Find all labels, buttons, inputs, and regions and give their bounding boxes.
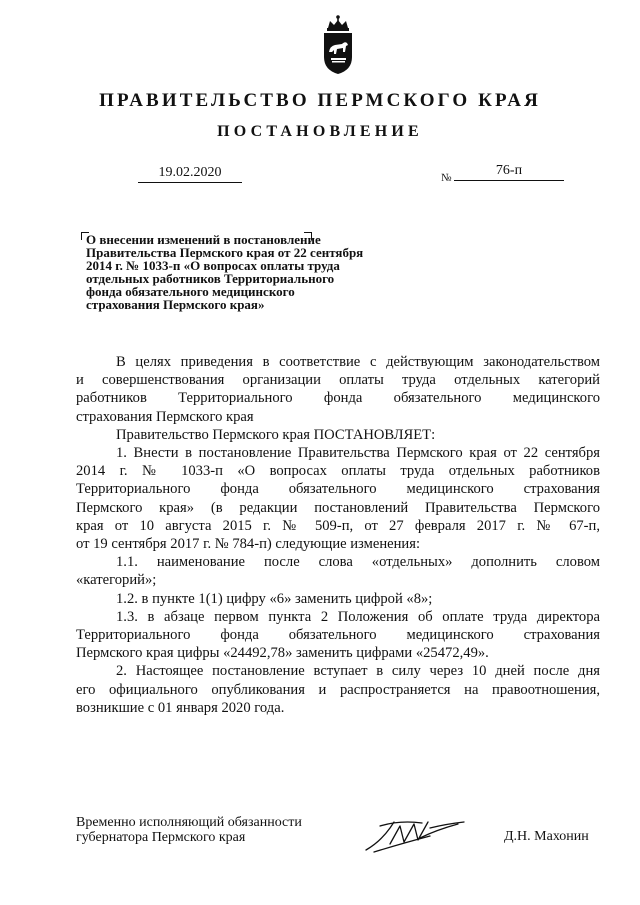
document-body: [76, 353, 600, 717]
document-date: 19.02.2020: [138, 165, 242, 183]
body-line: В целях приведения в соответствие с действующим законодательством: [116, 354, 600, 370]
subject-line: отдельных работников Территориального: [86, 271, 335, 286]
body-line: и совершенствования организации оплаты труда отдельных категорий: [76, 372, 600, 389]
body-line: от 19 сентября 2017 г. № 784-п) следующие изменения:: [76, 536, 421, 553]
document-type: ПОСТАНОВЛЕНИЕ: [217, 123, 423, 140]
body-line: работников Территориального фонда обязательного медицинского: [76, 390, 600, 407]
government-title: ПРАВИТЕЛЬСТВО ПЕРМСКОГО КРАЯ: [99, 90, 541, 111]
body-line: 1.1. наименование после слова «отдельных» дополнить словом: [116, 554, 600, 571]
body-line: страхования Пермского края: [76, 408, 254, 425]
signatory-title-line: Временно исполняющий обязанности: [76, 815, 302, 830]
perm-krai-coat-of-arms-icon: [320, 14, 356, 76]
subject-line: фонда обязательного медицинского: [86, 284, 295, 299]
body-line: Пермского края» (в редакции постановлений Правительства Пермского: [76, 499, 600, 516]
body-line: 1. Внести в постановление Правительства Пермского края от 22 сентября: [116, 445, 600, 462]
subject-line: страхования Пермского края»: [86, 297, 265, 312]
subject-line: О внесении изменений в постановление: [86, 232, 321, 247]
document-subject: [86, 233, 406, 311]
body-line: края от 10 августа 2015 г. № 509-п, от 27 февраля 2017 г. № 67-п,: [76, 517, 600, 534]
body-line: 2. Настоящее постановление вступает в силу через 10 дней после дня: [116, 663, 600, 680]
subject-line: Правительства Пермского края от 22 сентября: [86, 245, 364, 260]
signatory-title-line: губернатора Пермского края: [76, 830, 246, 845]
body-line: Территориального фонда обязательного медицинского страхования: [76, 627, 600, 644]
body-line: 2014 г. № 1033-п «О вопросах оплаты труда отдельных работников: [76, 463, 600, 480]
subject-line: 2014 г. № 1033-п «О вопросах оплаты труда: [86, 258, 340, 273]
body-line: 1.3. в абзаце первом пункта 2 Положения об оплате труда директора: [116, 608, 600, 625]
body-line: Территориального фонда обязательного медицинского страхования: [76, 481, 600, 498]
document-number: 76-п: [454, 163, 564, 181]
handwritten-signature-icon: [360, 814, 470, 856]
body-line: возникшие с 01 января 2020 года.: [76, 699, 285, 716]
body-line: его официального опубликования и распространяется на правоотношения,: [76, 681, 600, 698]
signatory-name: Д.Н. Махонин: [504, 829, 589, 844]
body-line: 1.2. в пункте 1(1) цифру «6» заменить цифрой «8»;: [116, 590, 433, 607]
body-line: Пермского края цифры «24492,78» заменить цифрами «25472,49».: [76, 645, 489, 662]
body-line: Правительство Пермского края ПОСТАНОВЛЯЕТ:: [116, 426, 436, 443]
body-line: «категорий»;: [76, 572, 157, 589]
number-label: №: [441, 172, 452, 184]
signatory-title: [76, 815, 302, 845]
